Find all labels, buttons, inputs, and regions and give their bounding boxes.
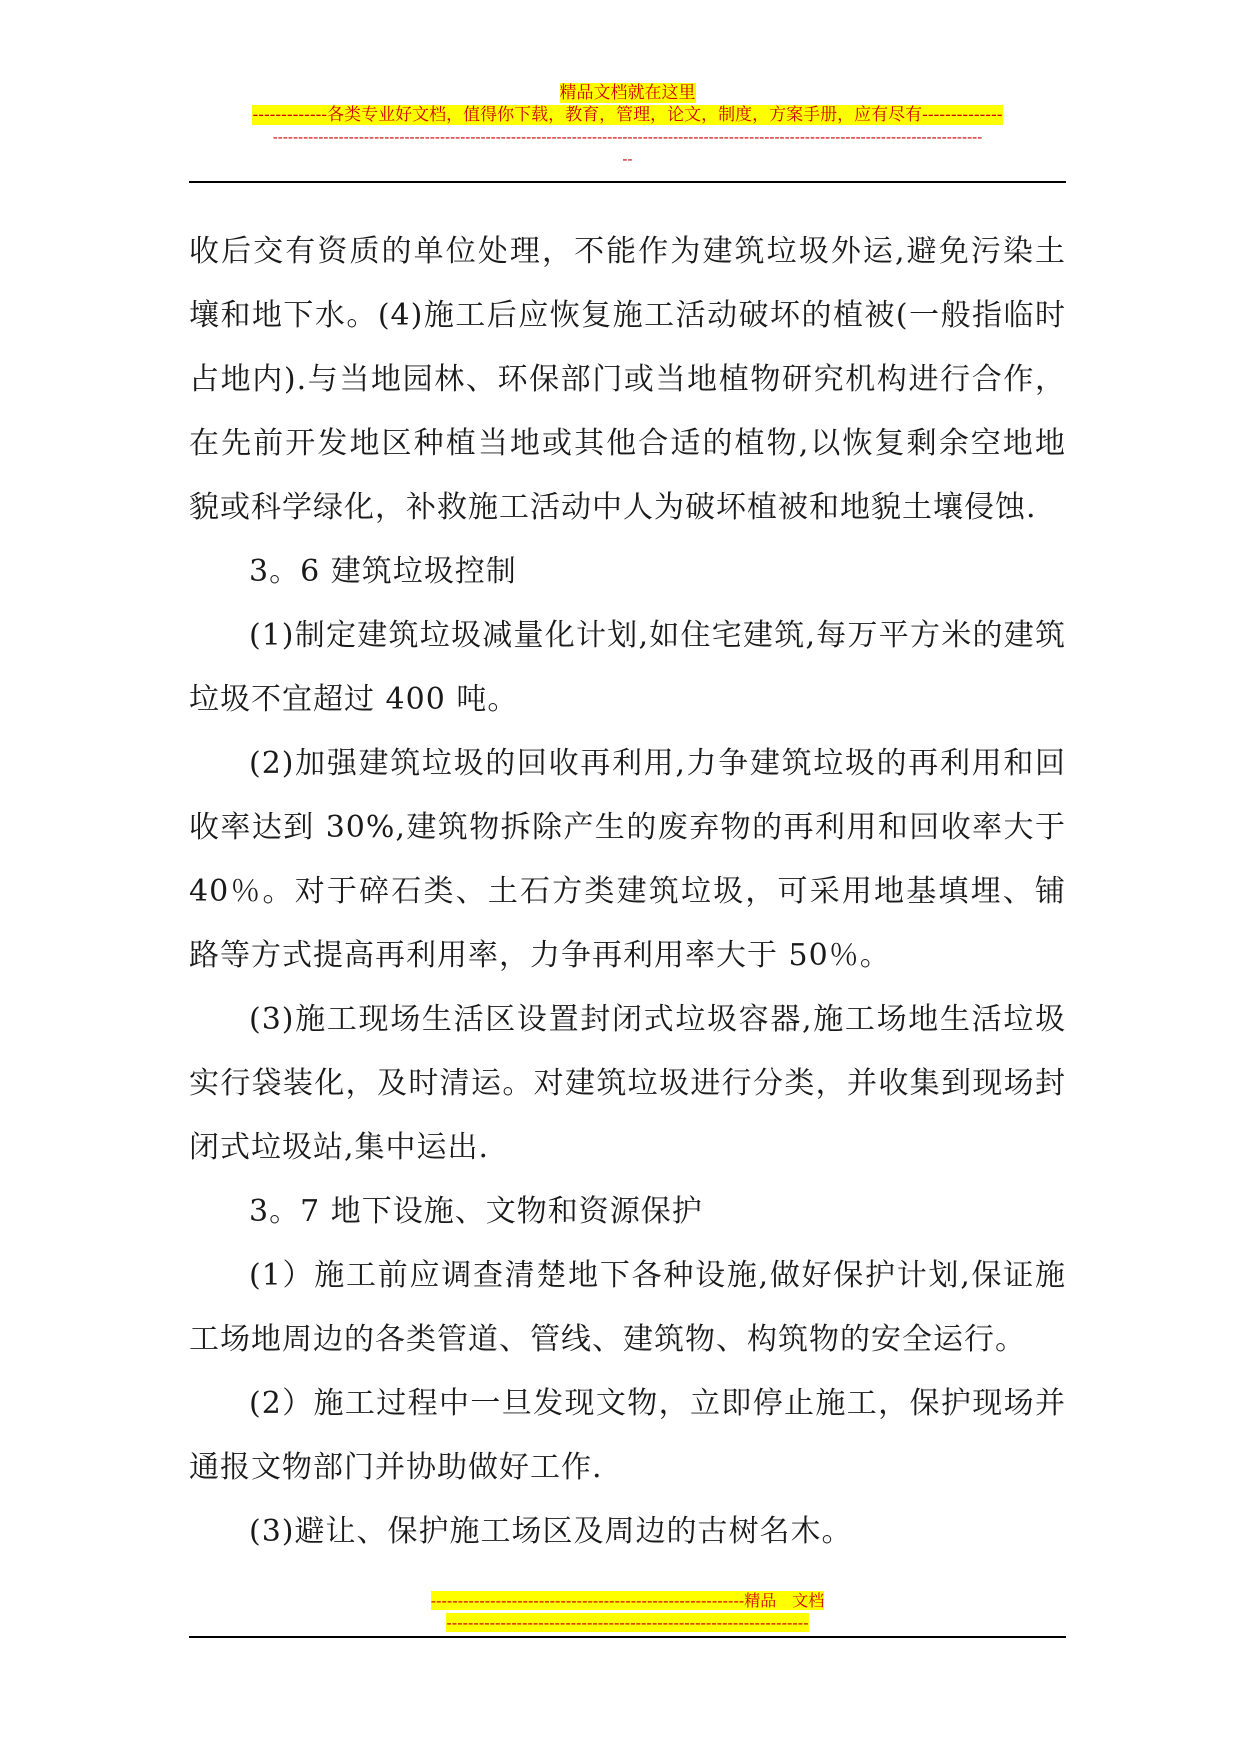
paragraph: 收后交有资质的单位处理，不能作为建筑垃圾外运,避免污染土壤和地下水。(4)施工后应恢复施工活动破坏的植被(一般指临时占地内).与当地园林、环保部门或当地植物研究机构进行合作，在先前开发地区种植当地或其他合适的植物,以恢复剩余空地地貌或科学绿化，补救施工活动中人为破坏植被和地貌土壤侵蚀. bbox=[189, 234, 1066, 525]
section-heading: 3。7 地下设施、文物和资源保护 bbox=[249, 1194, 703, 1229]
page-header bbox=[189, 82, 1066, 170]
header-tagline: -------------各类专业好文档，值得你下载，教育，管理，论文，制度，方案手册，应有尽有-------------- bbox=[252, 105, 1003, 125]
page-footer bbox=[189, 1590, 1066, 1634]
paragraph: (3)避让、保护施工场区及周边的古树名木。 bbox=[249, 1514, 853, 1549]
paragraph: (1）施工前应调查清楚地下各种设施,做好保护计划,保证施工场地周边的各类管道、管线、建筑物、构筑物的安全运行。 bbox=[189, 1258, 1066, 1357]
paragraph: (2)加强建筑垃圾的回收再利用,力争建筑垃圾的再利用和回收率达到 30%,建筑物拆除产生的废弃物的再利用和回收率大于 40％。对于碎石类、土石方类建筑垃圾，可采用地基填埋、铺路等方式提高再利用率，力争再利用率大于 50％。 bbox=[189, 746, 1066, 973]
document-body bbox=[189, 220, 1066, 1564]
footer-rule bbox=[189, 1636, 1066, 1638]
paragraph: (2）施工过程中一旦发现文物，立即停止施工，保护现场并通报文物部门并协助做好工作. bbox=[189, 1386, 1066, 1485]
header-title: 精品文档就在这里 bbox=[559, 83, 696, 103]
footer-line-1: ----------------------------------------------------------精品 文档 bbox=[430, 1591, 825, 1610]
paragraph: (3)施工现场生活区设置封闭式垃圾容器,施工场地生活垃圾实行袋装化，及时清运。对建筑垃圾进行分类，并收集到现场封闭式垃圾站,集中运出. bbox=[189, 1002, 1066, 1165]
header-dashes: -------------------------------------------------------------------------------------------------------------------------------------------- -- bbox=[272, 128, 983, 168]
section-heading: 3。6 建筑垃圾控制 bbox=[249, 554, 517, 589]
paragraph: (1)制定建筑垃圾减量化计划,如住宅建筑,每万平方米的建筑垃圾不宜超过 400 吨。 bbox=[189, 618, 1066, 717]
header-rule bbox=[189, 181, 1066, 183]
footer-line-2: ------------------------------------------------------------------- bbox=[446, 1613, 809, 1632]
